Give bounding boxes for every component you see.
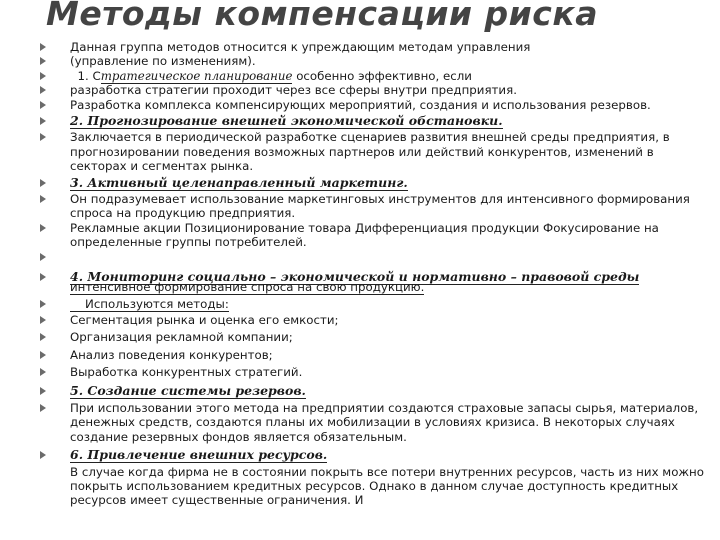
bullet-arrow-icon <box>40 117 46 125</box>
bullet-arrow-icon <box>40 300 46 308</box>
list-item <box>40 297 712 311</box>
bullet-arrow-icon <box>40 224 46 232</box>
item-prefix: 1. С <box>70 68 101 83</box>
item-text: (управление по изменениям). <box>70 54 256 69</box>
list-item <box>40 54 712 68</box>
heading-text: 4. Мониторинг социально – экономической и нормативно – правовой среды <box>70 268 640 284</box>
item-text: Сегментация рынка и оценка его емкости; <box>70 312 339 327</box>
list-item <box>40 98 712 112</box>
item-text: Организация рекламной компании; <box>70 330 293 345</box>
bullet-arrow-icon <box>40 351 46 359</box>
item-text: Заключается в периодической разработке сценариев развития внешней среды предприятия, в прогнозировании поведения возможных партнеров или действий конкурентов, изменений в секторах и сегментах рынка. <box>70 130 670 174</box>
bullet-arrow-icon <box>40 253 46 261</box>
bullet-arrow-icon <box>40 86 46 94</box>
section-heading <box>40 384 712 398</box>
item-text: Рекламные акции Позиционирование товара Дифференциация продукции Фокусирование на определенные группы потребителей. <box>70 220 659 250</box>
page-title: Методы компенсации риска <box>46 0 599 33</box>
item-text: Анализ поведения конкурентов; <box>70 347 273 362</box>
list-item <box>40 348 712 362</box>
list-item <box>40 130 712 173</box>
item-text: В случае когда фирма не в состоянии покрыть все потери внутренних ресурсов, часть из них можно покрыть использованием кредитных ресурсов. Однако в данном случае доступность кредитных ресурсов имеет существенные ограничения. И <box>70 464 704 508</box>
item-text: При использовании этого метода на предприятии создаются страховые запасы сырья, материалов, денежных средств, создаются планы их мобилизации в условиях кризиса. В некоторых случаях создание резервных фондов является обязательным. <box>70 400 699 444</box>
bullet-arrow-icon <box>40 101 46 109</box>
item-text: Разработка комплекса компенсирующих мероприятий, создания и использования резервов. <box>70 97 651 112</box>
item-text: Данная группа методов относится к упреждающим методам управления <box>70 40 531 54</box>
item-text: разработка стратегии проходит через все сферы внутри предприятия. <box>70 83 517 98</box>
list-item <box>40 465 712 508</box>
list-item <box>40 280 712 294</box>
bullet-arrow-icon <box>40 333 46 341</box>
item-text: Выработка конкурентных стратегий. <box>70 365 303 380</box>
list-item <box>40 365 712 379</box>
heading-text: 2. Прогнозирование внешней экономической обстановки. <box>70 113 503 129</box>
section-heading <box>40 114 712 128</box>
list-item <box>40 83 712 97</box>
section-heading <box>40 176 712 190</box>
bullet-arrow-icon <box>40 179 46 187</box>
methods-label: Используются методы: <box>70 296 229 311</box>
bullet-arrow-icon <box>40 43 46 51</box>
bullet-arrow-icon <box>40 133 46 141</box>
list-item <box>40 401 712 444</box>
bullet-arrow-icon <box>40 451 46 459</box>
bullet-arrow-icon <box>40 195 46 203</box>
list-item <box>40 192 712 221</box>
list-item <box>40 313 712 327</box>
bullet-arrow-icon <box>40 72 46 80</box>
bullet-arrow-icon <box>40 404 46 412</box>
item-suffix: особенно эффективно, если <box>292 68 472 83</box>
list-item <box>40 221 712 250</box>
bullet-arrow-icon <box>40 57 46 65</box>
bullet-arrow-icon <box>40 387 46 395</box>
bullet-arrow-icon <box>40 368 46 376</box>
heading-text: 3. Активный целенаправленный маркетинг. <box>70 174 408 190</box>
bullet-list <box>40 40 712 508</box>
list-item <box>40 40 712 54</box>
heading-text: 6. Привлечение внешних ресурсов. <box>70 447 328 463</box>
strategic-planning-term: тратегическое планирование <box>100 68 293 83</box>
section-heading <box>40 448 712 462</box>
list-item-empty <box>40 250 712 264</box>
list-item <box>40 330 712 344</box>
list-item <box>40 69 712 83</box>
bullet-arrow-icon <box>40 316 46 324</box>
item-text: интенсивное формирование спроса на свою продукцию. <box>70 280 425 295</box>
heading-text: 5. Создание системы резервов. <box>70 382 306 398</box>
item-text: Он подразумевает использование маркетинговых инструментов для интенсивного формирования спроса на продукцию предприятия. <box>70 192 690 221</box>
